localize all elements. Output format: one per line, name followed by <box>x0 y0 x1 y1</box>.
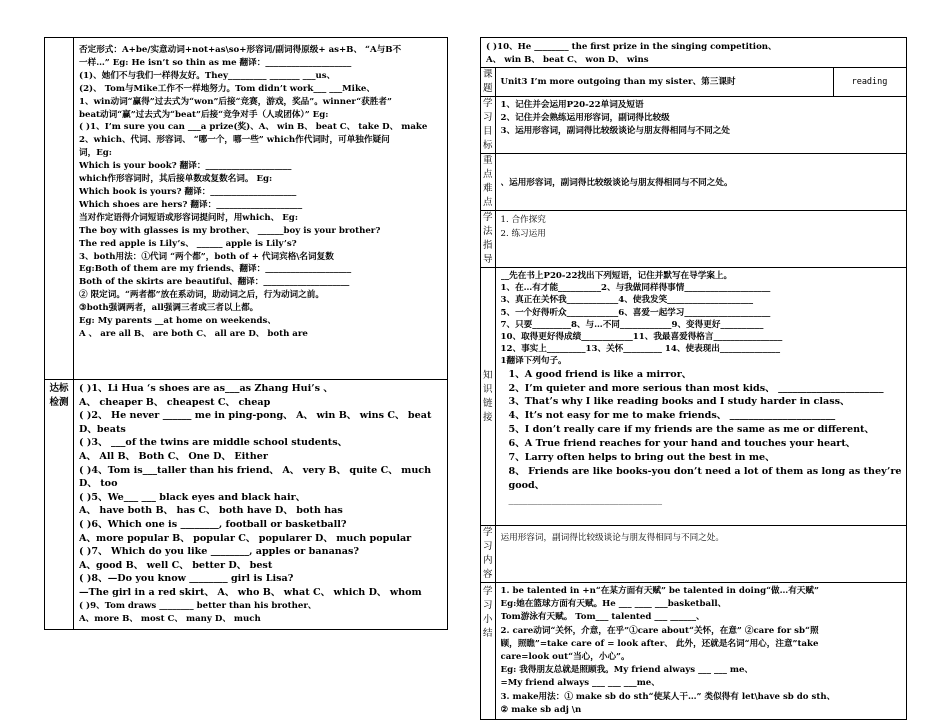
phrase-line: 3、真正在关怀我____________4、使我发笑____________________ <box>500 295 754 306</box>
knowledge-label <box>481 268 496 526</box>
goals-label-text: 学习 目标 <box>483 98 493 151</box>
goals-label <box>481 97 496 154</box>
exercise-line: ( )6、Which one is ________, football or basketball? <box>79 518 347 530</box>
summary-line: Tom游泳有天赋。 Tom___ talented ___ ______、 <box>500 612 705 623</box>
grammar-line: 当对作定语得介词短语或形容词提问时，用which、 Eg: <box>79 212 298 223</box>
summary-content <box>495 583 906 720</box>
grammar-line: 2、which、代词、形容词、 “哪一个，哪一些” which作代词时，可单独作疑问 <box>79 135 390 146</box>
summary-line: care=look out“当心，小心”。 <box>500 652 630 663</box>
grammar-line: The red apple is Lily’s、 ______ apple is Lily’s? <box>79 238 297 249</box>
sentence-line: 3、That’s why I like reading books and I study harder in class、 <box>508 396 850 408</box>
grammar-line: Eg:Both of them are my friends、翻译：____________________ <box>79 264 352 275</box>
sentence-line: 4、It’s not easy for me to make friends、 ______________________ <box>508 410 836 422</box>
grammar-line: (2)、 Tom与Mike工作不一样地努力。Tom didn’t work___ ___Mike、 <box>79 83 375 94</box>
grammar-line: Eg: My parents __at home on weekends、 <box>79 316 276 327</box>
exercise-line: ( )9、Tom draws ________ better than his brother、 <box>79 600 317 611</box>
check-label-text: 达标 检测 <box>49 383 69 408</box>
grammar-line: which作形容词时，其后接单数或复数名词。 Eg: <box>79 174 273 185</box>
exercise-line: A、good B、 well C、 better D、 best <box>79 559 273 571</box>
sentence-line: 8、 Friends are like books-you don’t need a lot of them as long as they’re <box>508 465 902 477</box>
grammar-line: 3、both用法：①代词 “两个都”，both of + 代词宾格\名词复数 <box>79 251 334 262</box>
exercise-line: ( )1、Li Hua ‘s shoes are as___as Zhang Hui’s 、 <box>79 383 333 394</box>
grammar-line: (1)、她们不与我们一样得友好。They_________ _______ ___us、 <box>79 70 336 81</box>
grammar-line: A 、 are all B、 are both C、 all are D、 both are <box>79 328 308 339</box>
content-label-text: 学习 内容 <box>483 527 493 580</box>
phrase-line: 7、只要_________8、与…不同____________9、变得更好__________ <box>500 319 764 330</box>
phrase-line: __先在书上P20-22找出下列短语，记住并默写在导学案上。 <box>500 271 733 281</box>
left-top-label-cell <box>45 38 74 380</box>
exercise-line: D、 too <box>79 478 118 490</box>
grammar-line: Which book is yours? 翻译：____________________ <box>79 186 297 197</box>
methods-label-text: 学法 指导 <box>483 212 493 265</box>
answer-blank: ________________________________ <box>508 493 663 505</box>
summary-line: 顾，照瞧”=take care of = look after、 此外，还就是名词“用心，注意”take <box>500 638 819 649</box>
grammar-line: The boy with glasses is my brother、 ______boy is your brother? <box>79 225 381 236</box>
grammar-line: beat动词“赢”过去式为“beat”后接“竞争对手（人或团体）” Eg: <box>79 109 329 120</box>
method-line: 1. 合作探究 <box>500 215 546 225</box>
left-top-content <box>74 38 448 380</box>
phrase-line: 5、一个好得听众____________6、喜爱一起学习____________________ <box>500 307 771 318</box>
exercise-line: A、 cheaper B、 cheapest C、 cheap <box>79 396 271 408</box>
right-table <box>480 37 907 720</box>
summary-line: Eg:她在篮球方面有天赋。He ___ ____ ___basketball、 <box>500 599 727 610</box>
grammar-line: 词，Eg: <box>79 148 112 159</box>
keypoints-text: 、运用形容词，副词得比较级谈论与朋友得相同与不同之处。 <box>500 177 733 188</box>
exercise-line: ( )7、 Which do you like ________, apples or bananas? <box>79 546 359 558</box>
summary-line: Eg: 我得朋友总就是照顾我。My friend always ___ ___ me、 <box>500 665 754 676</box>
exercise-line: A、 have both B、 has C、 both have D、 both has <box>79 505 343 517</box>
grammar-line: 1、win动词“赢得”过去式为“won”后接“竞赛，游戏，奖品”。winner“获胜者” <box>79 96 392 107</box>
sentence-line: 6、A True friend reaches for your hand and touches your heart、 <box>508 438 856 450</box>
goals-content <box>495 97 906 154</box>
phrase-line: 1翻译下列句子。 <box>500 356 567 367</box>
grammar-line: Both of the skirts are beautiful、翻译：____________________ <box>79 277 350 288</box>
phrase-line: 12、事实上_________13、关怀_________ 14、使表现出______________ <box>500 344 781 355</box>
summary-line: ② make sb adj \n <box>500 704 582 715</box>
sentence-line: 2、I’m quieter and more serious than most kids、 ______________________ <box>508 382 884 394</box>
summary-line: 1. be talented in +n“在某方面有天赋” be talented in doing“做…有天赋” <box>500 586 819 596</box>
sentence-line: 5、I don’t really care if my friends are the same as me or different、 <box>508 424 875 436</box>
phrase-line: 10、取得更好得成绩____________11、我最喜爱得格言________________ <box>500 332 783 343</box>
summary-label <box>481 583 496 720</box>
method-line: 2. 练习运用 <box>500 229 546 239</box>
goal-line: 1、记住并会运用P20-22单词及短语 <box>500 100 644 110</box>
check-exercises <box>74 380 448 630</box>
grammar-line: 一样…” Eg: He isn’t so thin as me 翻译：____________________ <box>79 57 352 68</box>
phrase-line: 1、在…有才能__________2、与我做同样得事情____________________ <box>500 283 771 294</box>
keypoints-label <box>481 154 496 211</box>
methods-content <box>495 211 906 268</box>
exercise-line: ( )4、Tom is___taller than his friend、 A、 very B、 quite C、 much <box>79 464 432 476</box>
lesson-type: reading <box>833 68 906 97</box>
exercise-line: —The girl in a red skirt、 A、 who B、 what C、 which D、 whom <box>79 586 422 598</box>
keypoints-content <box>495 154 906 211</box>
exercise-line: D、beats <box>79 423 126 435</box>
sentence-line: 1、A good friend is like a mirror、 <box>508 368 692 380</box>
lesson-title: Unit3 I’m more outgoing than my sister、第三课时 <box>495 68 833 97</box>
exercise-line: ( )3、 ___of the twins are middle school students、 <box>79 437 348 449</box>
exercise-line: ( )10、He ________ the first prize in the singing competition、 <box>486 42 777 52</box>
grammar-line: ( )1、I’m sure you can ___a prize(奖)、A、 win B、 beat C、 take D、 make <box>79 122 428 133</box>
exercise-line: A、more B、 most C、 many D、 much <box>79 614 261 625</box>
exercise-line: A、more popular B、 popular C、 popularer D、 much popular <box>79 532 412 544</box>
check-label <box>45 380 74 630</box>
sentence-line: good、 <box>508 479 545 491</box>
exercise-line: A、 All B、 Both C、 One D、 Either <box>79 450 268 462</box>
summary-line: 3. make用法：① make sb do sth“使某人干…” 类似得有 let\have sb do sth、 <box>500 691 836 702</box>
exercise-line: ( )8、—Do you know ________ girl is Lisa? <box>79 573 294 585</box>
exercise-line: A、 win B、 beat C、 won D、 wins <box>486 54 649 65</box>
sentence-line: 7、Larry often helps to bring out the best in me、 <box>508 452 775 464</box>
knowledge-label-text: 知识 链接 <box>483 369 493 423</box>
knowledge-content <box>495 268 906 526</box>
summary-line: 2. care动词“关怀，介意，在乎”①care about“关怀，在意” ②care for sb“照 <box>500 625 819 636</box>
left-table <box>44 37 448 630</box>
topic-label: 课题 <box>481 68 496 97</box>
summary-line: =My friend always ___ ___ ___me、 <box>500 678 660 689</box>
content-text: 运用形容词，副词得比较级谈论与朋友得相同与不同之处。 <box>500 533 724 543</box>
summary-label-text: 学习 小结 <box>483 586 493 639</box>
grammar-line: 否定形式：A+be/实意动词+not+as\so+形容词/副词得原级+ as+B、 “A与B不 <box>79 45 402 55</box>
grammar-line: Which shoes are hers? 翻译：____________________ <box>79 199 303 210</box>
exercise-line: ( )5、We___ ___ black eyes and black hair、 <box>79 491 306 503</box>
goal-line: 3、运用形容词，副词得比较级谈论与朋友得相同与不同之处 <box>500 125 730 136</box>
goal-line: 2、记住并会熟练运用形容词，副词得比较级 <box>500 112 670 123</box>
content-label <box>481 526 496 583</box>
right-top-exercise <box>481 38 907 68</box>
exercise-line: ( )2、 He never ______ me in ping-pong、 A、 win B、 wins C、 beat <box>79 410 432 422</box>
grammar-line: Which is your book? 翻译：____________________ <box>79 161 292 172</box>
methods-label <box>481 211 496 268</box>
grammar-line: ② 限定词。“两者都”放在系动词，助动词之后，行为动词之前。 <box>79 290 324 301</box>
keypoints-label-text: 重点 难点 <box>483 155 493 208</box>
content-text-cell <box>495 526 906 583</box>
grammar-line: ③both强调两者，all强调三者或三者以上都。 <box>79 303 259 314</box>
